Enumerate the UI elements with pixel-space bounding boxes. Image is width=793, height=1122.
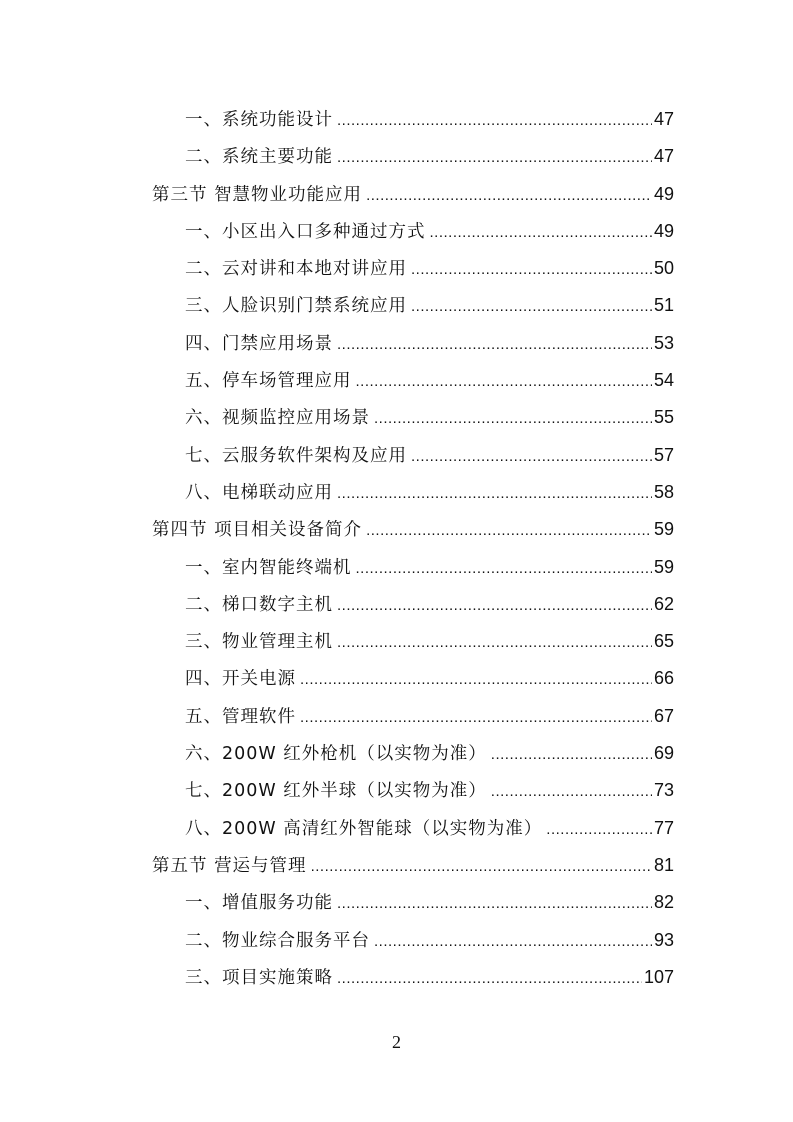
dot-leader	[311, 848, 652, 885]
toc-entry-page: 73	[653, 780, 674, 801]
toc-subsection-entry[interactable]	[152, 810, 674, 847]
toc-entry-page: 93	[653, 929, 674, 950]
toc-entry-page: 69	[653, 743, 674, 764]
toc-entry-page: 57	[653, 444, 674, 465]
toc-subsection-entry[interactable]	[152, 959, 674, 996]
toc-entry-title: 七、云服务软件架构及应用	[185, 445, 407, 466]
toc-entry-title: 四、门禁应用场景	[185, 333, 333, 354]
toc-subsection-entry[interactable]	[152, 399, 674, 436]
toc-entry-title: 六、视频监控应用场景	[185, 408, 370, 429]
dot-leader	[366, 512, 652, 549]
toc-entry-title: 二、物业综合服务平台	[185, 930, 370, 951]
toc-entry-page: 59	[653, 519, 674, 540]
toc-section-entry[interactable]	[152, 847, 674, 884]
toc-entry-page: 49	[653, 183, 674, 204]
dot-leader	[337, 326, 652, 363]
toc-entry-page: 62	[653, 593, 674, 614]
toc-subsection-entry[interactable]	[152, 138, 674, 175]
toc-entry-page: 77	[653, 817, 674, 838]
toc-entry-title: 八、电梯联动应用	[185, 482, 333, 503]
toc-entry-title: 五、停车场管理应用	[185, 371, 352, 392]
toc-entry-title: 一、室内智能终端机	[185, 557, 352, 578]
dot-leader	[491, 736, 652, 773]
page-number: 2	[392, 1032, 401, 1052]
dot-leader	[337, 624, 652, 661]
toc-entry-title: 三、人脸识别门禁系统应用	[185, 296, 407, 317]
toc-subsection-entry[interactable]	[152, 549, 674, 586]
toc-entry-title: 八、200W 高清红外智能球（以实物为准）	[185, 818, 543, 839]
dot-leader	[411, 288, 652, 325]
dot-leader	[374, 923, 652, 960]
toc-entry-title: 第五节 营运与管理	[152, 855, 307, 876]
toc-entry-page: 51	[653, 295, 674, 316]
toc-entry-page: 107	[643, 966, 674, 987]
toc-entry-page: 59	[653, 556, 674, 577]
toc-entry-page: 47	[653, 146, 674, 167]
dot-leader	[337, 587, 652, 624]
toc-entry-page: 53	[653, 332, 674, 353]
toc-entry-page: 50	[653, 258, 674, 279]
dot-leader	[337, 102, 652, 139]
table-of-contents	[152, 101, 674, 996]
toc-entry-title: 一、增值服务功能	[185, 893, 333, 914]
toc-subsection-entry[interactable]	[152, 735, 674, 772]
toc-entry-title: 二、云对讲和本地对讲应用	[185, 259, 407, 280]
toc-subsection-entry[interactable]	[152, 287, 674, 324]
dot-leader	[300, 699, 652, 736]
toc-entry-page: 81	[653, 854, 674, 875]
toc-subsection-entry[interactable]	[152, 213, 674, 250]
dot-leader	[546, 811, 652, 848]
toc-entry-page: 66	[653, 668, 674, 689]
toc-entry-page: 67	[653, 705, 674, 726]
dot-leader	[337, 885, 652, 922]
toc-subsection-entry[interactable]	[152, 325, 674, 362]
toc-subsection-entry[interactable]	[152, 660, 674, 697]
toc-entry-title: 五、管理软件	[185, 706, 296, 727]
toc-subsection-entry[interactable]	[152, 772, 674, 809]
toc-subsection-entry[interactable]	[152, 362, 674, 399]
toc-entry-title: 六、200W 红外枪机（以实物为准）	[185, 744, 487, 765]
toc-entry-title: 一、系统功能设计	[185, 110, 333, 130]
toc-entry-title: 三、项目实施策略	[185, 967, 333, 988]
toc-subsection-entry[interactable]	[152, 250, 674, 287]
toc-entry-page: 82	[653, 892, 674, 913]
dot-leader	[337, 960, 642, 997]
toc-entry-page: 65	[653, 631, 674, 652]
toc-entry-title: 二、梯口数字主机	[185, 594, 333, 615]
toc-entry-page: 49	[653, 220, 674, 241]
toc-subsection-entry[interactable]	[152, 586, 674, 623]
toc-entry-title: 二、系统主要功能	[185, 147, 333, 168]
toc-entry-title: 三、物业管理主机	[185, 632, 333, 653]
toc-entry-page: 55	[653, 407, 674, 428]
dot-leader	[366, 177, 652, 214]
dot-leader	[491, 773, 652, 810]
toc-entry-page: 47	[653, 109, 674, 129]
toc-subsection-entry[interactable]	[152, 922, 674, 959]
toc-subsection-entry[interactable]	[152, 884, 674, 921]
toc-entry-page: 58	[653, 481, 674, 502]
toc-subsection-entry[interactable]	[152, 698, 674, 735]
toc-entry-title: 四、开关电源	[185, 669, 296, 690]
toc-entry-title: 第四节 项目相关设备简介	[152, 520, 363, 541]
dot-leader	[300, 661, 652, 698]
toc-entry-page: 54	[653, 370, 674, 391]
toc-section-entry[interactable]	[152, 176, 674, 213]
dot-leader	[430, 214, 652, 251]
dot-leader	[356, 550, 652, 587]
toc-subsection-entry[interactable]	[152, 474, 674, 511]
toc-subsection-entry[interactable]	[152, 623, 674, 660]
toc-entry-title: 一、小区出入口多种通过方式	[185, 221, 426, 242]
dot-leader	[337, 139, 652, 176]
dot-leader	[374, 400, 652, 437]
dot-leader	[411, 438, 652, 475]
toc-subsection-entry[interactable]	[152, 437, 674, 474]
dot-leader	[356, 363, 652, 400]
toc-entry-title: 第三节 智慧物业功能应用	[152, 184, 363, 205]
toc-section-entry[interactable]	[152, 511, 674, 548]
toc-entry-title: 七、200W 红外半球（以实物为准）	[185, 781, 487, 802]
dot-leader	[411, 251, 652, 288]
toc-subsection-entry[interactable]	[152, 101, 674, 138]
dot-leader	[337, 475, 652, 512]
